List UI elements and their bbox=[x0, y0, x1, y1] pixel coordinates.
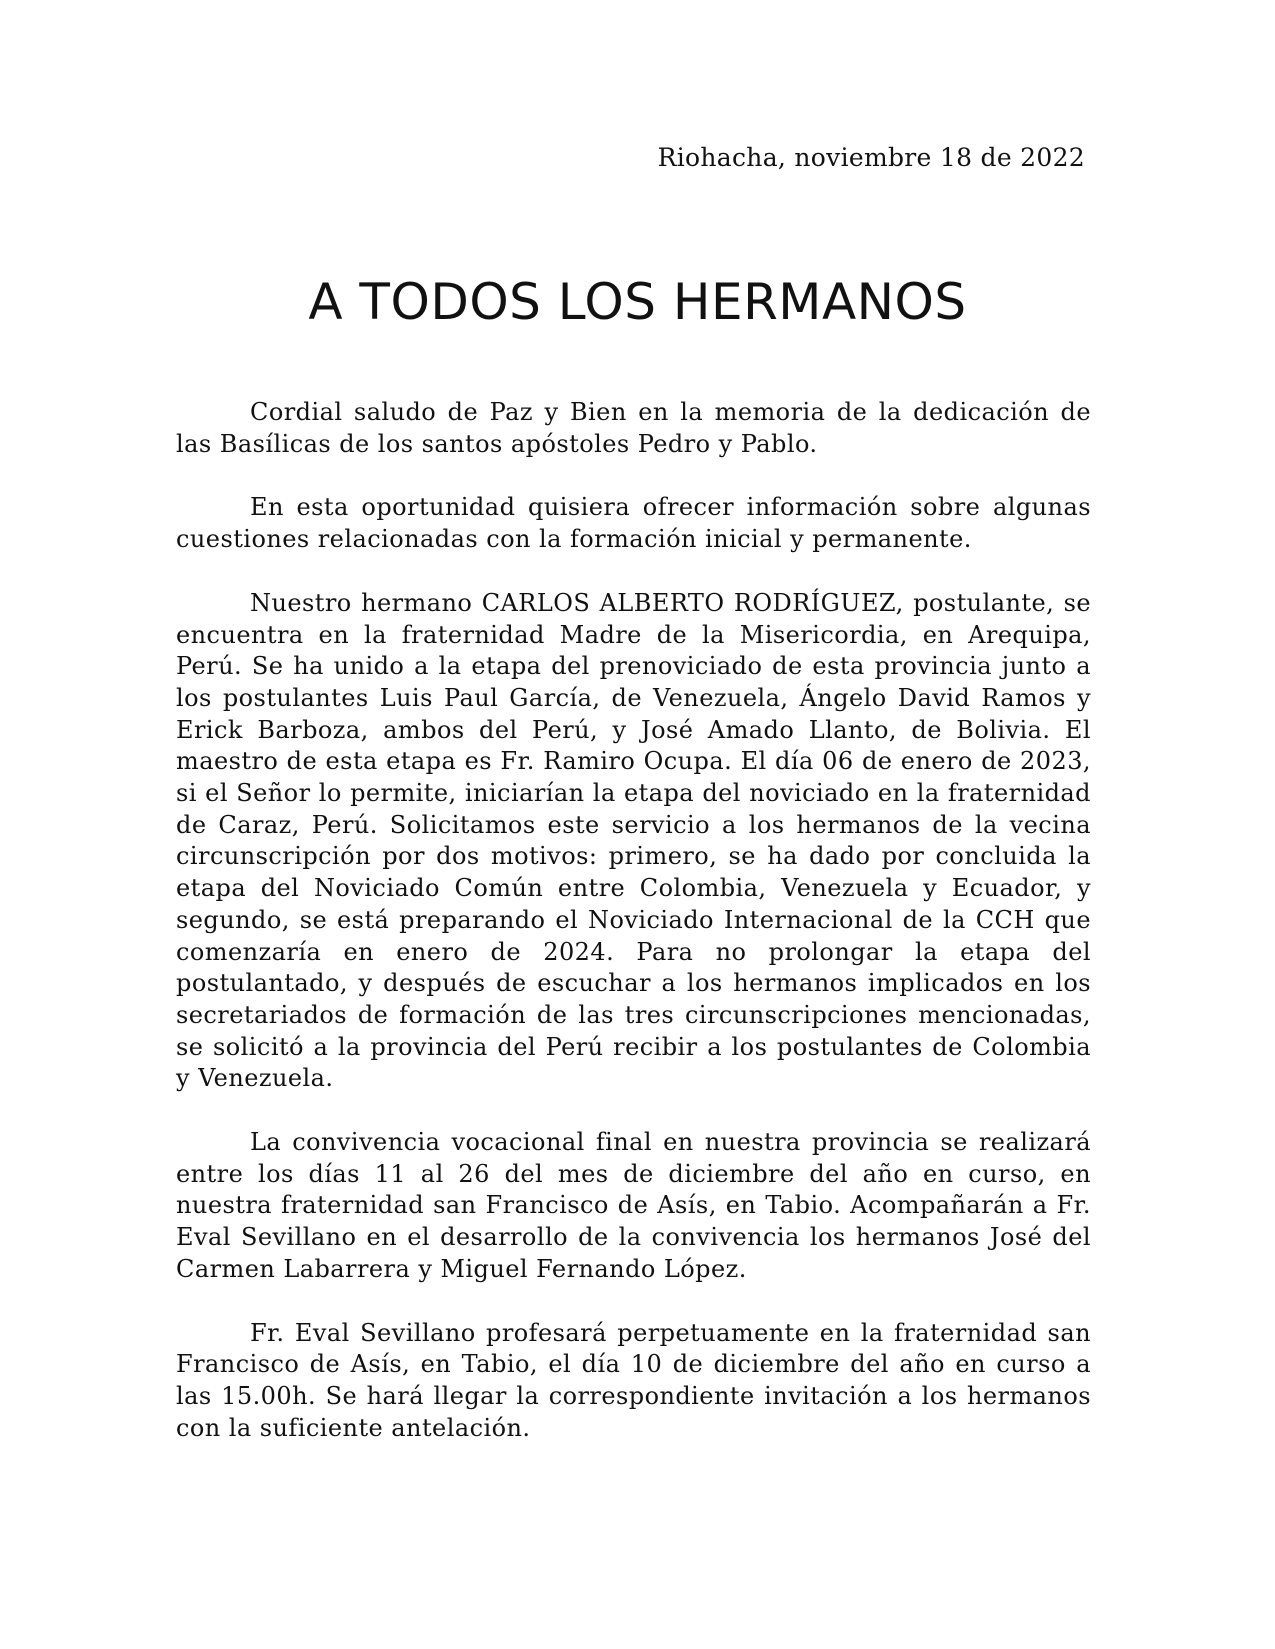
paragraph-vocational-gathering: La convivencia vocacional final en nuestra provincia se realizará entre los días 11 al 26 del mes de diciembre del año en curso, en nuestra fraternidad san Francisco de Asís, en Tabio. Acompañarán a Fr. Eval Sevillano en el desarrollo de la convivencia los hermanos José del Carmen Labarrera y Miguel Fernando López. bbox=[176, 1128, 1091, 1283]
letter-title: A TODOS LOS HERMANOS bbox=[308, 273, 967, 331]
letter-body bbox=[176, 397, 1091, 1444]
paragraph-introduction: En esta oportunidad quisiera ofrecer información sobre algunas cuestiones relacionadas con la formación inicial y permanente. bbox=[176, 493, 1091, 554]
paragraph-perpetual-profession: Fr. Eval Sevillano profesará perpetuamente en la fraternidad san Francisco de Asís, en Tabio, el día 10 de diciembre del año en curso a las 15.00h. Se hará llegar la correspondiente invitación a los hermanos con la suficiente antelación. bbox=[176, 1318, 1091, 1442]
paragraph-postulant-info: Nuestro hermano CARLOS ALBERTO RODRÍGUEZ, postulante, se encuentra en la fraternidad Madre de la Misericordia, en Arequipa, Perú. Se ha unido a la etapa del prenoviciado de esta provincia junto a los postulantes Luis Paul García, de Venezuela, Ángelo David Ramos y Erick Barboza, ambos del Perú, y José Amado Llanto, de Bolivia. El maestro de esta etapa es Fr. Ramiro Ocupa. El día 06 de enero de 2023, si el Señor lo permite, iniciarían la etapa del noviciado en la fraternidad de Caraz, Perú. Solicitamos este servicio a los hermanos de la vecina circunscripción por dos motivos: primero, se ha dado por concluida la etapa del Noviciado Común entre Colombia, Venezuela y Ecuador, y segundo, se está preparando el Noviciado Internacional de la CCH que comenzaría en enero de 2024. Para no prolongar la etapa del postulantado, y después de escuchar a los hermanos implicados en los secretariados de formación de las tres circunscripciones mencionadas, se solicitó a la provincia del Perú recibir a los postulantes de Colombia y Venezuela. bbox=[176, 588, 1091, 1093]
date-line: Riohacha, noviembre 18 de 2022 bbox=[657, 143, 1085, 172]
paragraph-greeting: Cordial saludo de Paz y Bien en la memoria de la dedicación de las Basílicas de los santos apóstoles Pedro y Pablo. bbox=[176, 398, 1091, 458]
